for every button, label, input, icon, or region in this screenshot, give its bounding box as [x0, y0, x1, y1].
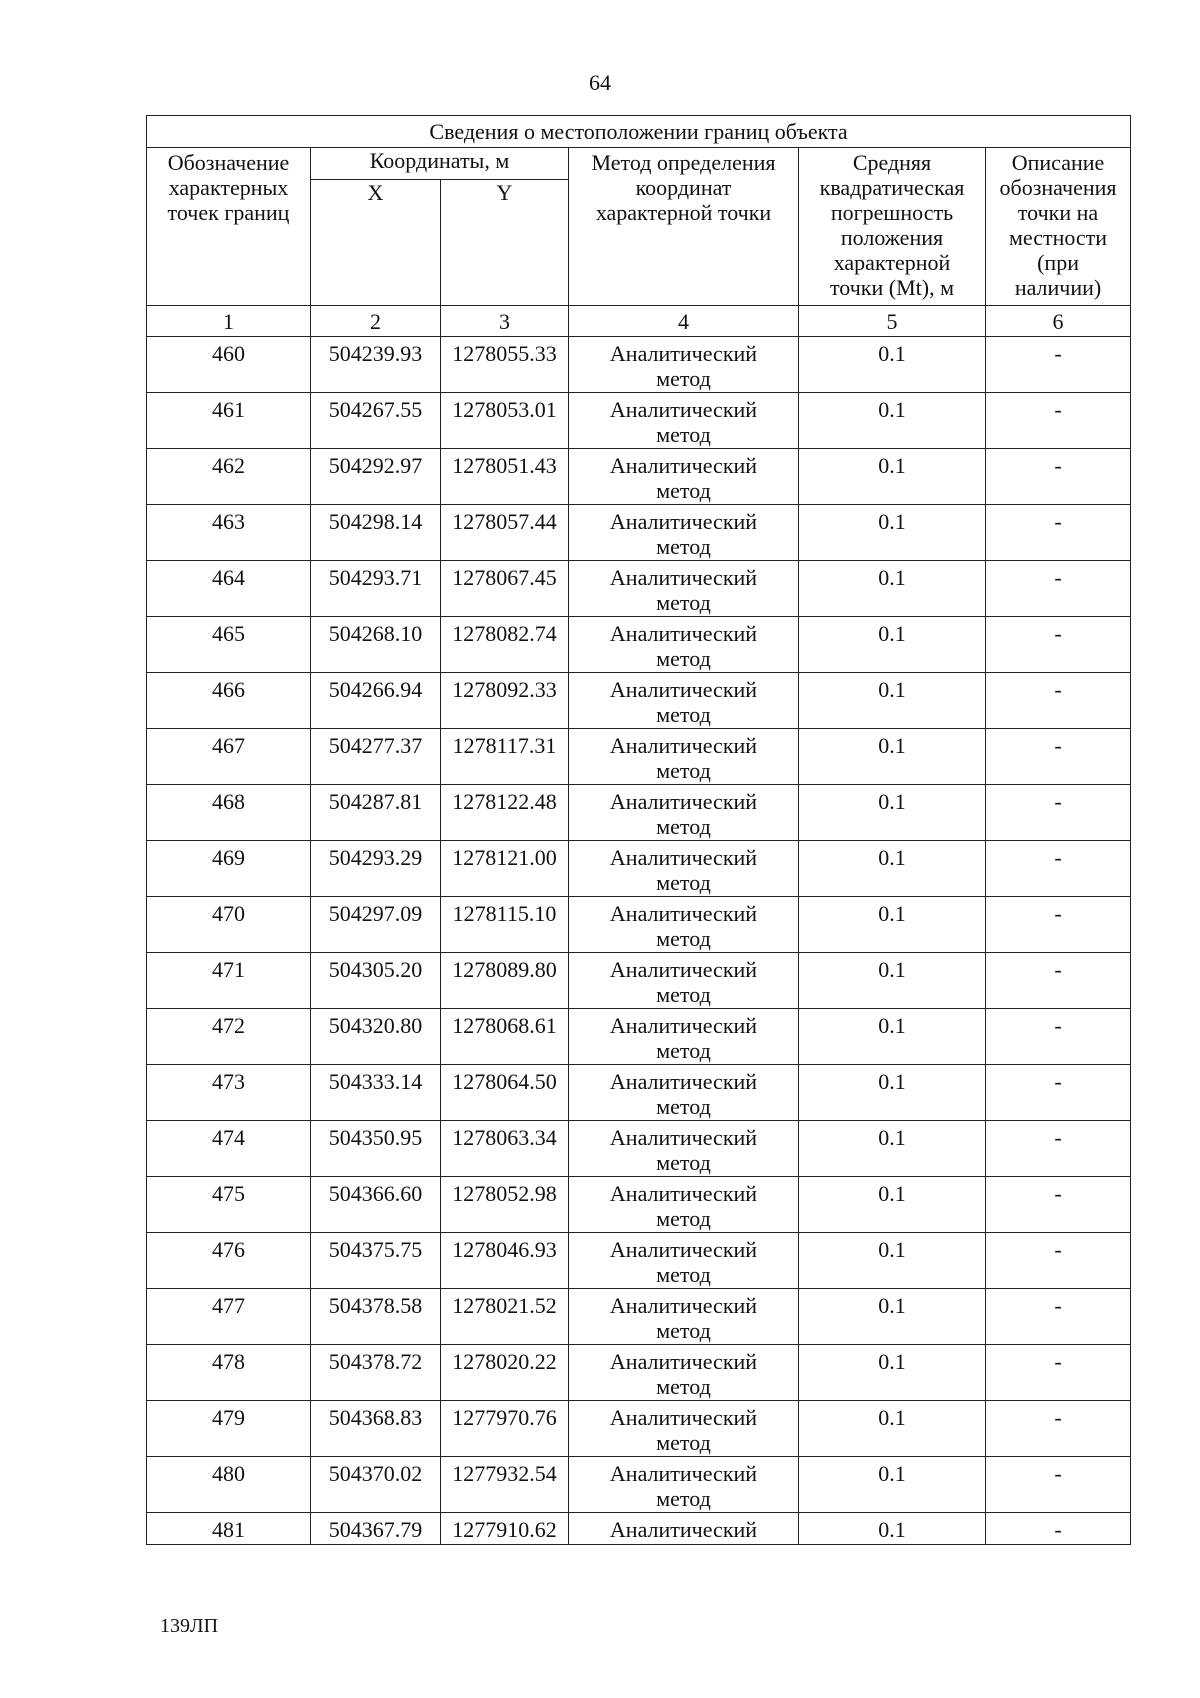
point-cell: 463 [147, 505, 311, 561]
y-coordinate-cell: 1278064.50 [441, 1065, 569, 1121]
description-cell: - [986, 1177, 1131, 1233]
y-coordinate-cell: 1278092.33 [441, 673, 569, 729]
error-cell: 0.1 [799, 337, 986, 393]
y-coordinate-cell: 1278051.43 [441, 449, 569, 505]
table-row [147, 393, 1131, 449]
header-y: Y [441, 180, 569, 306]
method-cell [569, 1513, 799, 1545]
description-cell: - [986, 729, 1131, 785]
table-row [147, 673, 1131, 729]
y-coordinate-cell: 1277910.62 [441, 1513, 569, 1545]
point-cell: 470 [147, 897, 311, 953]
table-row [147, 617, 1131, 673]
table-row [147, 1177, 1131, 1233]
header-description-line: Описание [1011, 150, 1105, 175]
x-coordinate-cell: 504297.09 [311, 897, 441, 953]
method-line: метод [656, 1318, 711, 1343]
x-coordinate-cell: 504350.95 [311, 1121, 441, 1177]
y-coordinate-cell: 1278068.61 [441, 1009, 569, 1065]
header-method-line: координат [635, 175, 732, 200]
table-row [147, 1345, 1131, 1401]
y-coordinate-cell: 1278021.52 [441, 1289, 569, 1345]
y-coordinate-cell: 1278115.10 [441, 897, 569, 953]
error-cell: 0.1 [799, 673, 986, 729]
error-cell: 0.1 [799, 1233, 986, 1289]
header-error-line: Средняя [852, 150, 932, 175]
error-cell: 0.1 [799, 1513, 986, 1545]
description-cell: - [986, 1289, 1131, 1345]
point-cell: 464 [147, 561, 311, 617]
method-line: метод [656, 534, 711, 559]
error-cell: 0.1 [799, 1345, 986, 1401]
y-coordinate-cell: 1278020.22 [441, 1345, 569, 1401]
point-cell: 468 [147, 785, 311, 841]
header-error-line: квадратическая [819, 175, 965, 200]
point-cell: 472 [147, 1009, 311, 1065]
error-cell: 0.1 [799, 561, 986, 617]
point-cell: 481 [147, 1513, 311, 1545]
description-cell: - [986, 1121, 1131, 1177]
description-cell: - [986, 561, 1131, 617]
error-cell: 0.1 [799, 1401, 986, 1457]
method-line: метод [656, 422, 711, 447]
method-line: Аналитический [609, 677, 758, 702]
x-coordinate-cell: 504267.55 [311, 393, 441, 449]
x-coordinate-cell: 504333.14 [311, 1065, 441, 1121]
description-cell: - [986, 785, 1131, 841]
x-coordinate-cell: 504305.20 [311, 953, 441, 1009]
method-line: метод [656, 1150, 711, 1175]
table-row [147, 1401, 1131, 1457]
method-cell [569, 1233, 799, 1289]
method-line: метод [656, 870, 711, 895]
method-cell [569, 1121, 799, 1177]
y-coordinate-cell: 1278089.80 [441, 953, 569, 1009]
method-line: метод [656, 366, 711, 391]
method-cell [569, 505, 799, 561]
method-line: Аналитический [609, 453, 758, 478]
point-cell: 460 [147, 337, 311, 393]
description-cell: - [986, 1065, 1131, 1121]
point-cell: 469 [147, 841, 311, 897]
header-description-line: (при [1037, 250, 1079, 275]
method-line: метод [656, 1374, 711, 1399]
description-cell: - [986, 505, 1131, 561]
point-cell: 475 [147, 1177, 311, 1233]
method-cell [569, 337, 799, 393]
point-cell: 461 [147, 393, 311, 449]
method-cell [569, 953, 799, 1009]
method-line: Аналитический [609, 341, 758, 366]
method-line: Аналитический [609, 565, 758, 590]
y-coordinate-cell: 1277970.76 [441, 1401, 569, 1457]
point-cell: 474 [147, 1121, 311, 1177]
x-coordinate-cell: 504375.75 [311, 1233, 441, 1289]
table-row [147, 1289, 1131, 1345]
method-cell [569, 617, 799, 673]
method-cell [569, 1457, 799, 1513]
table-title: Сведения о местоположении границ объекта [147, 116, 1131, 148]
x-coordinate-cell: 504293.29 [311, 841, 441, 897]
y-coordinate-cell: 1278117.31 [441, 729, 569, 785]
error-cell: 0.1 [799, 785, 986, 841]
header-coordinates: Координаты, м [311, 148, 569, 180]
error-cell: 0.1 [799, 1065, 986, 1121]
header-error-line: положения [840, 225, 944, 250]
error-cell: 0.1 [799, 897, 986, 953]
x-coordinate-cell: 504292.97 [311, 449, 441, 505]
header-error-line: точки (Mt), м [829, 275, 955, 300]
table-row [147, 337, 1131, 393]
method-line: Аналитический [609, 1069, 758, 1094]
x-coordinate-cell: 504378.72 [311, 1345, 441, 1401]
y-coordinate-cell: 1278057.44 [441, 505, 569, 561]
method-line: Аналитический [609, 1517, 758, 1542]
header-description-line: точки на [1017, 200, 1099, 225]
method-line: метод [656, 1038, 711, 1063]
method-line: Аналитический [609, 1181, 758, 1206]
description-cell: - [986, 953, 1131, 1009]
header-description [986, 148, 1131, 306]
header-error-line: характерной [833, 250, 951, 275]
method-line: Аналитический [609, 957, 758, 982]
table-row [147, 729, 1131, 785]
error-cell: 0.1 [799, 1457, 986, 1513]
header-description-line: обозначения [999, 175, 1117, 200]
method-line: Аналитический [609, 1013, 758, 1038]
error-cell: 0.1 [799, 1121, 986, 1177]
table-row [147, 1065, 1131, 1121]
point-cell: 465 [147, 617, 311, 673]
y-coordinate-cell: 1278067.45 [441, 561, 569, 617]
description-cell: - [986, 897, 1131, 953]
table-row [147, 1009, 1131, 1065]
method-line: Аналитический [609, 845, 758, 870]
y-coordinate-cell: 1278055.33 [441, 337, 569, 393]
method-line: Аналитический [609, 1405, 758, 1430]
method-line: метод [656, 478, 711, 503]
method-cell [569, 897, 799, 953]
method-line: Аналитический [609, 1293, 758, 1318]
description-cell: - [986, 1457, 1131, 1513]
x-coordinate-cell: 504266.94 [311, 673, 441, 729]
x-coordinate-cell: 504287.81 [311, 785, 441, 841]
column-number: 4 [569, 306, 799, 337]
description-cell: - [986, 673, 1131, 729]
x-coordinate-cell: 504293.71 [311, 561, 441, 617]
method-cell [569, 841, 799, 897]
x-coordinate-cell: 504367.79 [311, 1513, 441, 1545]
method-line: Аналитический [609, 621, 758, 646]
method-line: метод [656, 982, 711, 1007]
description-cell: - [986, 449, 1131, 505]
point-cell: 477 [147, 1289, 311, 1345]
method-line: Аналитический [609, 509, 758, 534]
method-line: метод [656, 1262, 711, 1287]
table-row [147, 449, 1131, 505]
error-cell: 0.1 [799, 841, 986, 897]
y-coordinate-cell: 1278046.93 [441, 1233, 569, 1289]
method-cell [569, 561, 799, 617]
y-coordinate-cell: 1278082.74 [441, 617, 569, 673]
table-row [147, 897, 1131, 953]
description-cell: - [986, 1345, 1131, 1401]
x-coordinate-cell: 504368.83 [311, 1401, 441, 1457]
method-cell [569, 393, 799, 449]
table-row [147, 505, 1131, 561]
header-method-line: характерной точки [595, 200, 772, 225]
method-line: метод [656, 1206, 711, 1231]
method-line: Аналитический [609, 733, 758, 758]
method-line: Аналитический [609, 789, 758, 814]
error-cell: 0.1 [799, 617, 986, 673]
description-cell: - [986, 1401, 1131, 1457]
header-description-line: местности [1008, 225, 1108, 250]
x-coordinate-cell: 504378.58 [311, 1289, 441, 1345]
description-cell: - [986, 1009, 1131, 1065]
description-cell: - [986, 337, 1131, 393]
point-cell: 471 [147, 953, 311, 1009]
header-description-line: наличии) [1014, 275, 1102, 300]
point-cell: 466 [147, 673, 311, 729]
point-cell: 479 [147, 1401, 311, 1457]
method-cell [569, 1289, 799, 1345]
y-coordinate-cell: 1278052.98 [441, 1177, 569, 1233]
point-cell: 473 [147, 1065, 311, 1121]
error-cell: 0.1 [799, 505, 986, 561]
boundary-coordinates-table [146, 115, 1131, 1545]
method-line: метод [656, 926, 711, 951]
table-row [147, 1233, 1131, 1289]
method-cell [569, 1401, 799, 1457]
error-cell: 0.1 [799, 449, 986, 505]
x-coordinate-cell: 504277.37 [311, 729, 441, 785]
error-cell: 0.1 [799, 1289, 986, 1345]
method-line: метод [656, 814, 711, 839]
page-number: 64 [589, 70, 611, 95]
column-number: 2 [311, 306, 441, 337]
y-coordinate-cell: 1278063.34 [441, 1121, 569, 1177]
y-coordinate-cell: 1278122.48 [441, 785, 569, 841]
column-number: 3 [441, 306, 569, 337]
description-cell: - [986, 393, 1131, 449]
y-coordinate-cell: 1277932.54 [441, 1457, 569, 1513]
header-error [799, 148, 986, 306]
method-line: Аналитический [609, 1237, 758, 1262]
error-cell: 0.1 [799, 953, 986, 1009]
method-cell [569, 449, 799, 505]
y-coordinate-cell: 1278121.00 [441, 841, 569, 897]
x-coordinate-cell: 504268.10 [311, 617, 441, 673]
header-method-line: Метод определения [591, 150, 776, 175]
method-line: метод [656, 646, 711, 671]
method-line: метод [656, 590, 711, 615]
error-cell: 0.1 [799, 1177, 986, 1233]
table-row [147, 1457, 1131, 1513]
method-cell [569, 1345, 799, 1401]
method-cell [569, 785, 799, 841]
table-body [147, 337, 1131, 1545]
x-coordinate-cell: 504239.93 [311, 337, 441, 393]
header-point-line: точек границ [167, 200, 290, 225]
method-cell [569, 673, 799, 729]
table-row [147, 785, 1131, 841]
x-coordinate-cell: 504320.80 [311, 1009, 441, 1065]
method-cell [569, 1177, 799, 1233]
table-row [147, 953, 1131, 1009]
method-line: Аналитический [609, 1349, 758, 1374]
method-line: Аналитический [609, 1125, 758, 1150]
column-number: 6 [986, 306, 1131, 337]
table-row [147, 1121, 1131, 1177]
column-number: 5 [799, 306, 986, 337]
description-cell: - [986, 617, 1131, 673]
x-coordinate-cell: 504366.60 [311, 1177, 441, 1233]
x-coordinate-cell: 504370.02 [311, 1457, 441, 1513]
method-line: Аналитический [609, 901, 758, 926]
method-line: Аналитический [609, 1461, 758, 1486]
point-cell: 478 [147, 1345, 311, 1401]
method-cell [569, 729, 799, 785]
header-x: X [311, 180, 441, 306]
method-line: метод [656, 1486, 711, 1511]
point-cell: 480 [147, 1457, 311, 1513]
description-cell: - [986, 841, 1131, 897]
method-line: метод [656, 1094, 711, 1119]
table-row [147, 841, 1131, 897]
header-error-line: погрешность [830, 200, 954, 225]
table-row [147, 1513, 1131, 1545]
method-line: метод [656, 1430, 711, 1455]
description-cell: - [986, 1233, 1131, 1289]
description-cell: - [986, 1513, 1131, 1545]
footer-code: 139ЛП [160, 1615, 219, 1637]
error-cell: 0.1 [799, 1009, 986, 1065]
method-line: Аналитический [609, 397, 758, 422]
header-point-line: характерных [168, 175, 289, 200]
error-cell: 0.1 [799, 729, 986, 785]
point-cell: 467 [147, 729, 311, 785]
y-coordinate-cell: 1278053.01 [441, 393, 569, 449]
x-coordinate-cell: 504298.14 [311, 505, 441, 561]
header-point [147, 148, 311, 306]
table-header [147, 116, 1131, 337]
point-cell: 476 [147, 1233, 311, 1289]
method-line: метод [656, 702, 711, 727]
header-method [569, 148, 799, 306]
error-cell: 0.1 [799, 393, 986, 449]
column-number: 1 [147, 306, 311, 337]
method-cell [569, 1065, 799, 1121]
table-row [147, 561, 1131, 617]
method-cell [569, 1009, 799, 1065]
method-line: метод [656, 758, 711, 783]
point-cell: 462 [147, 449, 311, 505]
header-point-line: Обозначение [167, 150, 290, 175]
